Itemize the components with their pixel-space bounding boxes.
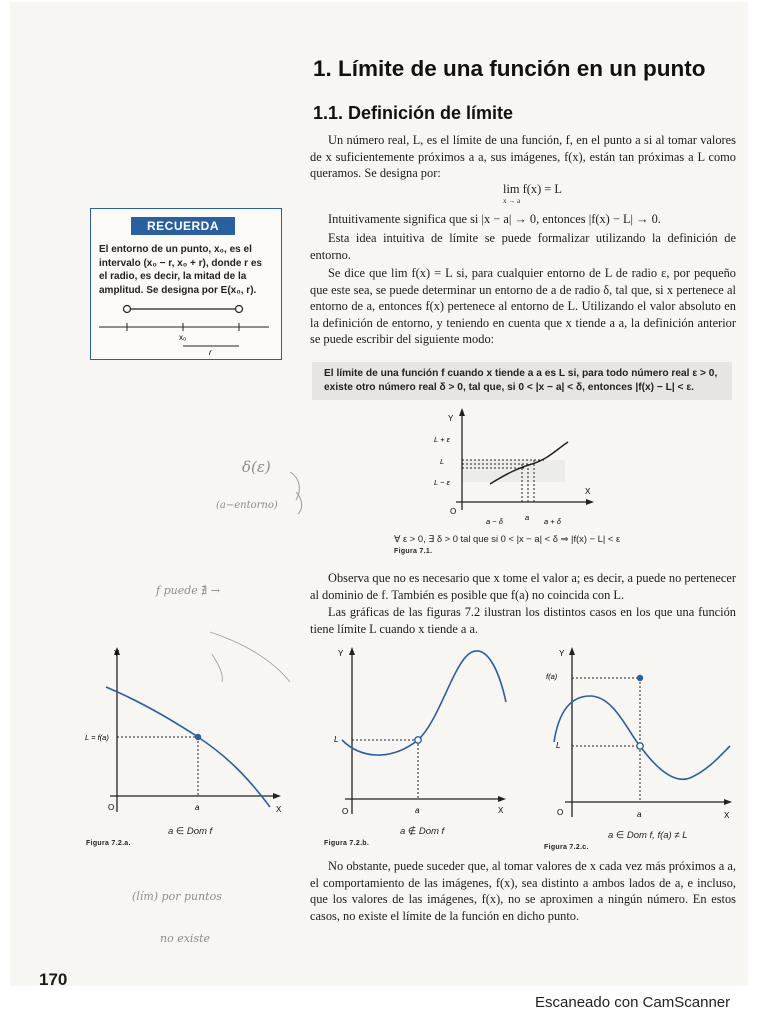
definition-box: [312, 362, 732, 400]
handwritten-note-delta: δ(ε): [242, 458, 271, 476]
scanned-page: [10, 2, 748, 989]
r-label: r: [209, 348, 212, 357]
fig72b-x-label: X: [498, 806, 504, 815]
fig72c-point: [637, 675, 643, 681]
paragraph-formalize: Esta idea intuitiva de límite se puede formalizar utilizando la definición de entorno.: [310, 231, 736, 262]
paragraph-no-limit: No obstante, puede suceder que, al tomar valores de x cada vez más próximos a a, el comportamiento de las imágenes, f(x), sea distinto a ambos lados de a, e incluso, que los valores de las imágenes, f(x), no se aproximen a ningún número. En estos casos, no existe el límite de la función en dicho punto.: [310, 859, 736, 923]
fig71-a-plus: a + δ: [544, 517, 561, 526]
fig72a-origin: O: [108, 803, 115, 812]
y-arrow: [459, 408, 465, 416]
handwritten-strokes: [200, 442, 330, 702]
subsection-heading: 1.1. Definición de límite: [313, 103, 514, 123]
fig71-x-label: X: [585, 487, 591, 496]
interval-open-left: [124, 306, 131, 313]
handwritten-note-noexiste: no existe: [160, 932, 211, 945]
y-arrow: [569, 647, 575, 655]
x-arrow: [498, 796, 506, 802]
fig72a-a-label: a: [195, 803, 200, 812]
x0-label: x₀: [179, 333, 187, 342]
fig72b-hole: [415, 737, 421, 743]
x-arrow: [273, 793, 281, 799]
handwritten-note-entorno: (a−entorno): [216, 500, 278, 511]
fig72c-dom: a ∈ Dom f, f(a) ≠ L: [608, 830, 688, 841]
fig72a-curve: [106, 687, 270, 807]
fig72b-y-label: Y: [338, 649, 344, 658]
fig72c-fa-label: f(a): [546, 672, 558, 681]
paragraph-observation: Observa que no es necesario que x tome el valor a; es decir, a puede no pertenecer al dominio de f. También es posible que f(a) no coincida con L.: [310, 571, 736, 602]
x-arrow: [586, 499, 594, 505]
fig72a-label: Figura 7.2.a.: [86, 840, 131, 847]
scanner-watermark: Escaneado con CamScanner: [535, 994, 731, 1011]
fig72a-x-label: X: [276, 805, 282, 814]
pencil-stroke: [290, 472, 299, 500]
fig72c-a-label: a: [637, 810, 642, 819]
fig72b-dom: a ∉ Dom f: [400, 826, 445, 837]
figure-7-2c: [532, 642, 742, 827]
recuerda-box: [90, 208, 282, 360]
fig72b-origin: O: [342, 807, 349, 816]
figure-7-2b: [310, 642, 510, 827]
definition-text: El límite de una función f cuando x tiende a a es L si, para todo número real ε > 0, existe otro número real δ > 0, tal que, si 0 < |x − a| < δ, entonces |f(x) − L| < ε.: [324, 368, 718, 393]
fig72a-dom: a ∈ Dom f: [168, 826, 213, 837]
fig72a-y-label: Y: [114, 649, 120, 658]
fig71-a: a: [525, 513, 530, 522]
limit-formula-subscript: x → a: [503, 197, 521, 205]
page-number: 170: [39, 970, 68, 989]
fig72b-label: Figura 7.2.b.: [324, 840, 370, 847]
paragraph-definition-intro: Un número real, L, es el límite de una función, f, en el punto a si al tomar valores de x suficientemente próximos a a, sus imágenes, f(x), están tan próximas a L como queramos. Se designa por:: [310, 133, 736, 180]
fig72c-x-label: X: [724, 811, 730, 820]
fig71-y-label: Y: [448, 414, 454, 423]
fig72c-label: Figura 7.2.c.: [544, 844, 589, 851]
handwritten-note-fa: f puede ∄ →: [156, 584, 220, 597]
y-arrow: [349, 647, 355, 655]
fig72c-y-label: Y: [559, 649, 565, 658]
interval-open-right: [236, 306, 243, 313]
limit-formula: [503, 182, 562, 197]
fig71-origin: O: [450, 507, 457, 516]
pencil-stroke: [296, 492, 302, 514]
fig72b-curve: [342, 651, 506, 755]
fig72c-origin: O: [557, 808, 564, 817]
fig72c-curve: [554, 696, 730, 779]
recuerda-text: El entorno de un punto, x₀, es el intervalo (x₀ − r, x₀ + r), donde r es el radio, es decir, la mitad de la amplitud. Se designa por E(x₀, r).: [99, 244, 262, 296]
fig71-caption: ∀ ε > 0, ∃ δ > 0 tal que si 0 < |x − a| < δ ⇒ |f(x) − L| < ε: [394, 533, 621, 544]
fig72a-l-label: L = f(a): [85, 733, 109, 742]
paragraph-intuition: Intuitivamente significa que si |x − a| → 0, entonces |f(x) − L| → 0.: [328, 212, 661, 226]
limit-formula-text: lim f(x) = L: [503, 182, 562, 196]
fig72c-l-label: L: [556, 741, 561, 750]
paragraph-figures-intro: Las gráficas de las figuras 7.2 ilustran los distintos casos en los que una función tiene límite L cuando x tiende a a.: [310, 605, 736, 636]
fig72b-l-label: L: [334, 735, 339, 744]
fig71-l-plus: L + ε: [434, 435, 450, 444]
fig71-label: Figura 7.1.: [394, 548, 433, 555]
figure-7-1: [420, 402, 620, 532]
fig72a-point: [195, 734, 201, 740]
neighborhood-diagram: [91, 297, 281, 357]
fig71-l-minus: L − ε: [434, 478, 450, 487]
pencil-stroke: [212, 654, 222, 682]
fig71-a-minus: a − δ: [486, 517, 503, 526]
fig72c-hole: [637, 743, 643, 749]
handwritten-note-lim: (lím) por puntos: [132, 890, 222, 903]
fig71-l: L: [440, 457, 445, 466]
x-arrow: [724, 799, 732, 805]
paragraph-epsilon-delta: Se dice que lim f(x) = L si, para cualquier entorno de L de radio ε, por pequeño que este sea, se puede determinar un entorno de a de radio δ, tal que, si x pertenece al entorno de a, entonces f(x) pertenece al entorno de L. Utilizando el valor absoluto en la definición de entorno, y teniendo en cuenta que x tiende a a, la definición anterior se puede escribir del siguiente modo:: [310, 266, 736, 346]
recuerda-title: RECUERDA: [131, 217, 235, 235]
section-heading: 1. Límite de una función en un punto: [313, 56, 706, 81]
fig72b-a-label: a: [415, 806, 420, 815]
